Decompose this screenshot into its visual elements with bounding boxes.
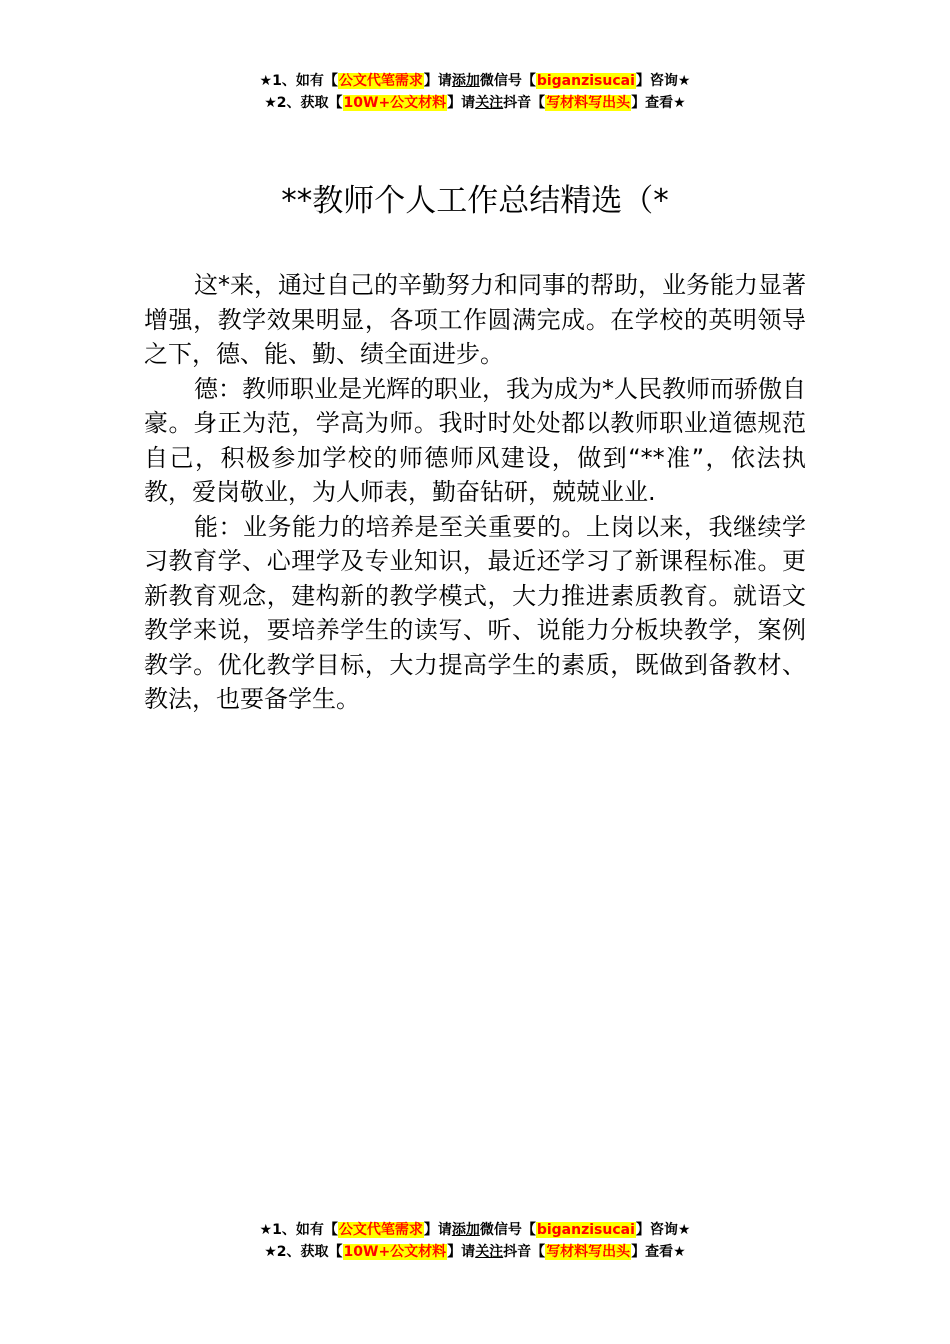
promo-text: 】请 xyxy=(447,95,476,111)
promo-douyin-account: 写材料写出头 xyxy=(546,95,631,111)
promo-text: 抖音【 xyxy=(503,95,546,111)
promo-text: 】请 xyxy=(447,1244,476,1260)
promo-text: ★2、获取【 xyxy=(264,1244,343,1260)
paragraph-intro: 这*来，通过自己的辛勤努力和同事的帮助，业务能力显著增强，教学效果明显，各项工作圆满完成。在学校的英明领导之下，德、能、勤、绩全面进步。 xyxy=(144,271,806,368)
promo-underlined-text: 关注 xyxy=(475,95,504,111)
document-title: **教师个人工作总结精选（* xyxy=(281,183,669,219)
promo-text: 】请 xyxy=(423,1222,452,1238)
paragraph-ability: 能：业务能力的培养是至关重要的。上岗以来，我继续学习教育学、心理学及专业知识，最近还学习了新课程标准。更新教育观念，建构新的教学模式，大力推进素质教育。就语文教学来说，要培养学生的读写、听、说能力分板块教学，案例教学。优化教学目标，大力提高学生的素质，既做到备教材、教法，也要备学生。 xyxy=(144,512,806,713)
promo-footer-line-2 xyxy=(0,1241,950,1263)
promo-text: ★2、获取【 xyxy=(264,95,343,111)
promo-highlight: 公文代笔需求 xyxy=(338,1222,423,1238)
promo-text: 微信号【 xyxy=(479,73,536,89)
promo-text: 微信号【 xyxy=(479,1222,536,1238)
promo-douyin-account: 写材料写出头 xyxy=(546,1244,631,1260)
promo-text: 】查看★ xyxy=(631,95,686,111)
promo-highlight: 10W+公文材料 xyxy=(343,95,447,111)
promo-underlined-text: 关注 xyxy=(475,1244,504,1260)
promo-text: 】请 xyxy=(423,73,452,89)
promo-footer-line-1 xyxy=(0,1219,950,1241)
paragraph-morality: 德：教师职业是光辉的职业，我为成为*人民教师而骄傲自豪。身正为范，学高为师。我时时处处都以教师职业道德规范自己，积极参加学校的师德师风建设，做到“**准”，依法执教，爱岗敬业，为人师表，勤奋钻研，兢兢业业. xyxy=(144,374,806,506)
promo-footer xyxy=(0,1219,950,1263)
document-body xyxy=(144,268,806,717)
promo-text: 】查看★ xyxy=(631,1244,686,1260)
promo-wechat-id: biganzisucai xyxy=(536,1222,635,1238)
promo-text: ★1、如有【 xyxy=(259,1222,338,1238)
promo-highlight: 公文代笔需求 xyxy=(338,73,423,89)
promo-header-line-1 xyxy=(0,70,950,92)
promo-wechat-id: biganzisucai xyxy=(536,73,635,89)
promo-header-line-2 xyxy=(0,92,950,114)
promo-text: 抖音【 xyxy=(503,1244,546,1260)
promo-underlined-text: 添加 xyxy=(451,1222,480,1238)
promo-text: ★1、如有【 xyxy=(259,73,338,89)
promo-text: 】咨询★ xyxy=(635,73,691,89)
promo-highlight: 10W+公文材料 xyxy=(343,1244,447,1260)
promo-text: 】咨询★ xyxy=(635,1222,691,1238)
promo-header xyxy=(0,70,950,114)
promo-underlined-text: 添加 xyxy=(451,73,480,89)
